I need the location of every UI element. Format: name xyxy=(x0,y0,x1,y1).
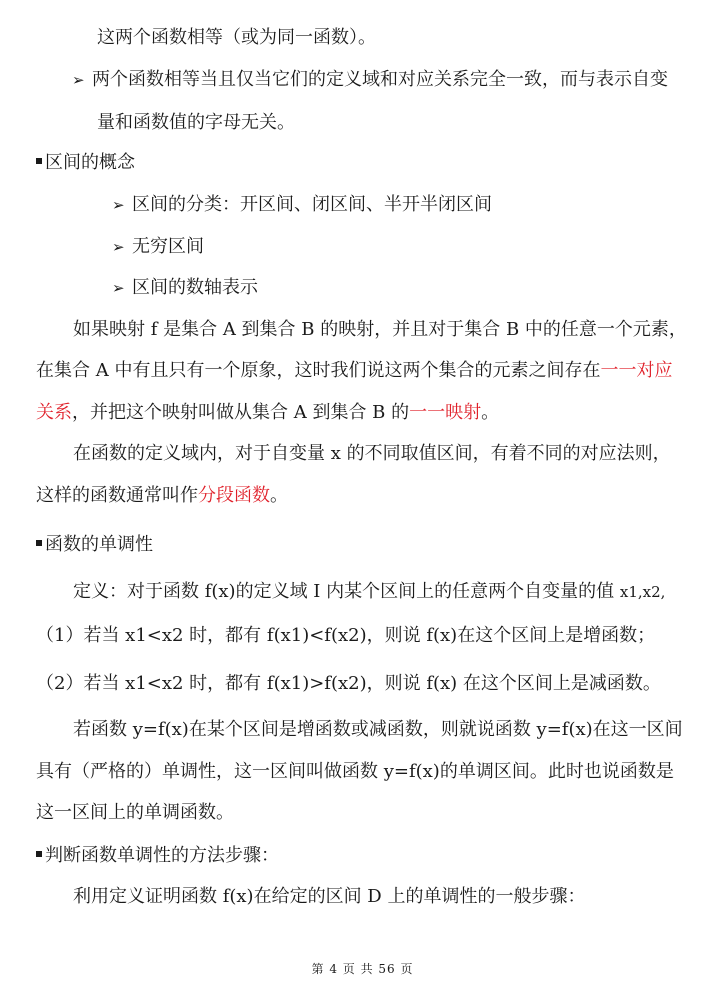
arrow-bullet-icon: ➢ xyxy=(72,71,85,89)
text-line xyxy=(36,484,288,508)
highlight-term: 一一对应 xyxy=(600,360,673,381)
bullet-item xyxy=(112,276,258,300)
text: 。 xyxy=(481,402,500,423)
text-line: 这两个函数相等（或为同一函数）。 xyxy=(97,27,376,48)
highlight-term: 分段函数 xyxy=(198,485,270,506)
text-line xyxy=(36,359,672,383)
arrow-bullet-icon: ➢ xyxy=(112,238,125,256)
text-line xyxy=(73,580,665,604)
text-line: 利用定义证明函数 f(x)在给定的区间 D 上的单调性的一般步骤： xyxy=(73,886,586,907)
text: 无穷区间 xyxy=(132,236,204,257)
text-line: 这一区间上的单调函数。 xyxy=(36,802,234,823)
text-line: 若函数 y=f(x)在某个区间是增函数或减函数，则就说函数 y=f(x)在这一区间 xyxy=(73,719,683,740)
highlight-term: 关系 xyxy=(36,402,72,423)
section-heading xyxy=(36,151,135,175)
section-heading xyxy=(36,844,279,868)
text: 区间的数轴表示 xyxy=(132,277,258,298)
square-bullet-icon xyxy=(36,851,42,857)
text: 在集合 A 中有且只有一个原象，这时我们说这两个集合的元素之间存在 xyxy=(36,360,601,381)
text-line: 在函数的定义域内，对于自变量 x 的不同取值区间，有着不同的对应法则， xyxy=(73,443,671,464)
heading-text: 函数的单调性 xyxy=(45,534,153,555)
heading-text: 判断函数单调性的方法步骤： xyxy=(45,845,279,866)
arrow-bullet-icon: ➢ xyxy=(112,196,125,214)
text-line xyxy=(36,401,499,425)
text-line: 如果映射 f 是集合 A 到集合 B 的映射，并且对于集合 B 中的任意一个元素， xyxy=(73,319,687,340)
bullet-item xyxy=(112,193,492,217)
text: ，并把这个映射叫做从集合 A 到集合 B 的 xyxy=(72,402,410,423)
text-line: （2）若当 x1<x2 时，都有 f(x1)>f(x2)，则说 f(x) 在这个区间上是减函数。 xyxy=(36,673,661,694)
variables: x1,x2, xyxy=(619,583,666,601)
bullet-item xyxy=(112,235,204,259)
text: 这样的函数通常叫作 xyxy=(36,485,198,506)
bullet-item xyxy=(72,68,668,92)
text-line: 具有（严格的）单调性，这一区间叫做函数 y=f(x)的单调区间。此时也说函数是 xyxy=(36,761,674,782)
section-heading xyxy=(36,533,153,557)
square-bullet-icon xyxy=(36,158,42,164)
text: 。 xyxy=(270,485,288,506)
text: 两个函数相等当且仅当它们的定义域和对应关系完全一致，而与表示自变 xyxy=(92,69,668,90)
text-line: 量和函数值的字母无关。 xyxy=(97,112,295,133)
highlight-term: 一一映射 xyxy=(409,402,482,423)
heading-text: 区间的概念 xyxy=(45,152,135,173)
square-bullet-icon xyxy=(36,540,42,546)
page-footer: 第 4 页 共 56 页 xyxy=(311,962,414,976)
arrow-bullet-icon: ➢ xyxy=(112,279,125,297)
text: 定义：对于函数 f(x)的定义域 I 内某个区间上的任意两个自变量的值 xyxy=(73,581,620,602)
text-line: （1）若当 x1<x2 时，都有 f(x1)<f(x2)，则说 f(x)在这个区间上是增函数； xyxy=(36,625,656,646)
text: 区间的分类：开区间、闭区间、半开半闭区间 xyxy=(132,194,492,215)
